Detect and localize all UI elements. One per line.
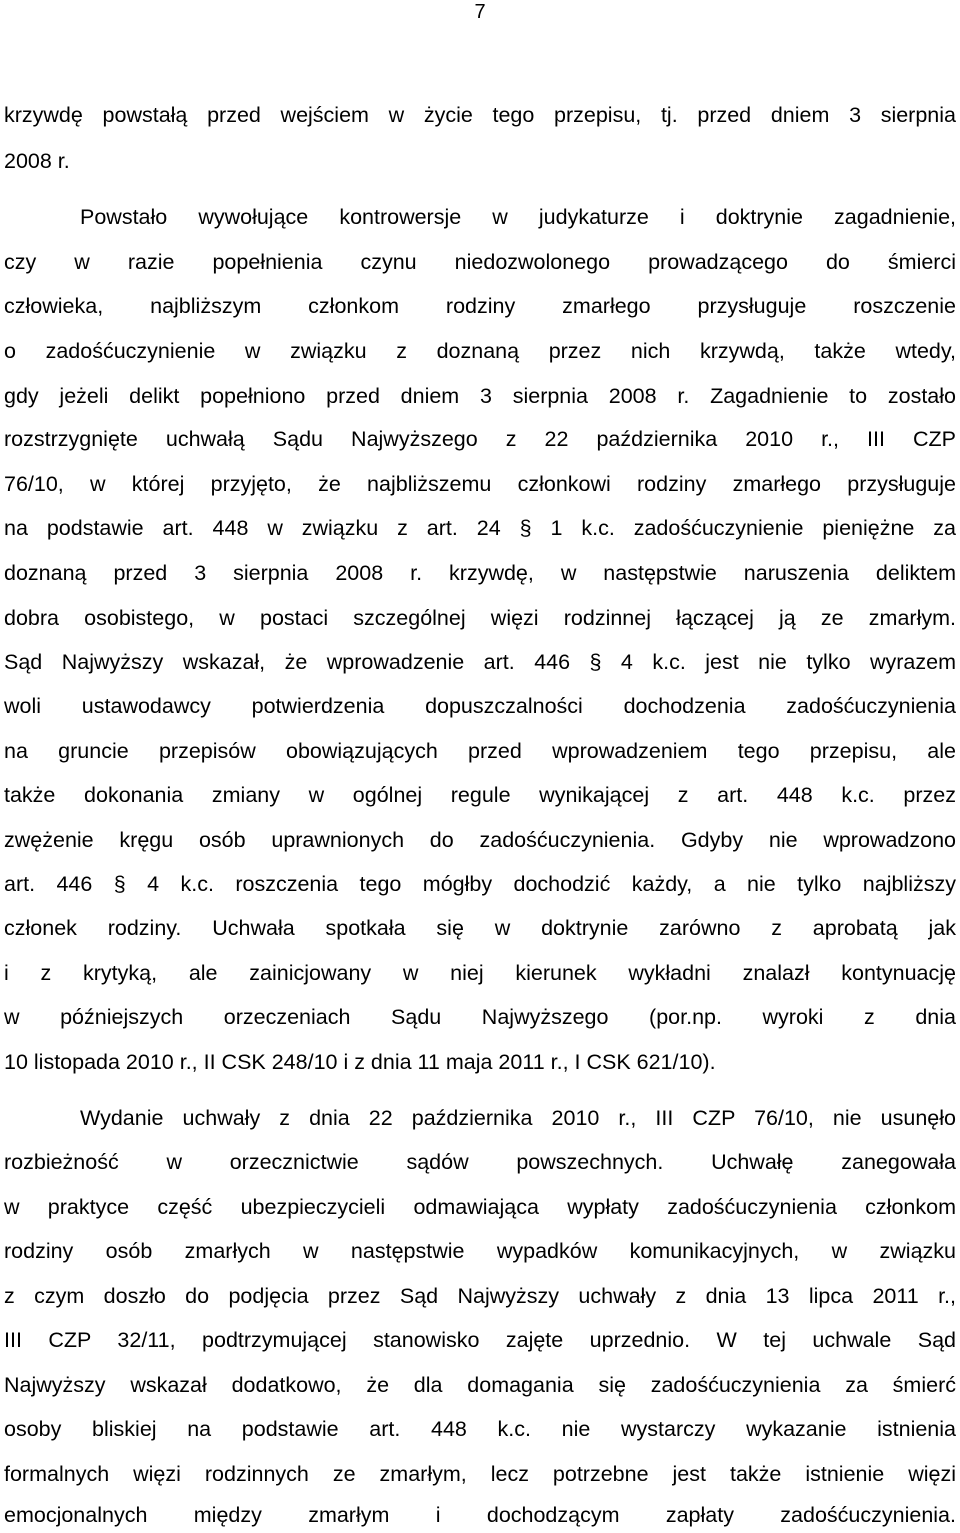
text-line: o zadośćuczynienie w związku z doznaną przez nich krzywdą, także wtedy, <box>4 339 956 363</box>
text-line: w późniejszych orzeczeniach Sądu Najwyższego (por.np. wyroki z dnia <box>4 1005 956 1029</box>
text-line: człowieka, najbliższym członkom rodziny zmarłego przysługuje roszczenie <box>4 294 956 318</box>
text-line: z czym doszło do podjęcia przez Sąd Najwyższy uchwały z dnia 13 lipca 2011 r., <box>4 1284 956 1308</box>
text-line: emocjonalnych między zmarłym i dochodzącym zapłaty zadośćuczynienia. <box>4 1503 956 1527</box>
text-line: Najwyższy wskazał dodatkowo, że dla domagania się zadośćuczynienia za śmierć <box>4 1373 956 1397</box>
text-line: dobra osobistego, w postaci szczególnej więzi rodzinnej łączącej ją ze zmarłym. <box>4 606 956 630</box>
text-line: woli ustawodawcy potwierdzenia dopuszczalności dochodzenia zadośćuczynienia <box>4 694 956 718</box>
text-line: zwężenie kręgu osób uprawnionych do zadośćuczynienia. Gdyby nie wprowadzono <box>4 828 956 852</box>
text-line: rodziny osób zmarłych w następstwie wypadków komunikacyjnych, w związku <box>4 1239 956 1263</box>
text-line: w praktyce część ubezpieczycieli odmawiająca wypłaty zadośćuczynienia członkom <box>4 1195 956 1219</box>
text-line: osoby bliskiej na podstawie art. 448 k.c. nie wystarczy wykazanie istnienia <box>4 1417 956 1441</box>
text-line: na gruncie przepisów obowiązujących przed wprowadzeniem tego przepisu, ale <box>4 739 956 763</box>
text-line: rozbieżność w orzecznictwie sądów powszechnych. Uchwałę zanegowała <box>4 1150 956 1174</box>
text-line: Powstało wywołujące kontrowersje w judykaturze i doktrynie zagadnienie, <box>80 205 956 229</box>
text-line: Wydanie uchwały z dnia 22 października 2010 r., III CZP 76/10, nie usunęło <box>80 1106 956 1130</box>
text-line: gdy jeżeli delikt popełniono przed dniem 3 sierpnia 2008 r. Zagadnienie to zostało <box>4 384 956 408</box>
text-line: krzywdę powstałą przed wejściem w życie tego przepisu, tj. przed dniem 3 sierpnia <box>4 103 956 127</box>
text-line: art. 446 § 4 k.c. roszczenia tego mógłby dochodzić każdy, a nie tylko najbliższy <box>4 872 956 896</box>
text-line: na podstawie art. 448 w związku z art. 24 § 1 k.c. zadośćuczynienie pieniężne za <box>4 516 956 540</box>
text-line: i z krytyką, ale zainicjowany w niej kierunek wykładni znalazł kontynuację <box>4 961 956 985</box>
text-line: 10 listopada 2010 r., II CSK 248/10 i z dnia 11 maja 2011 r., I CSK 621/10). <box>4 1050 716 1074</box>
text-line: formalnych więzi rodzinnych ze zmarłym, lecz potrzebne jest także istnienie więzi <box>4 1462 956 1486</box>
text-line: także dokonania zmiany w ogólnej regule wynikającej z art. 448 k.c. przez <box>4 783 956 807</box>
page-number: 7 <box>474 1 486 23</box>
text-line: Sąd Najwyższy wskazał, że wprowadzenie art. 446 § 4 k.c. jest nie tylko wyrazem <box>4 650 956 674</box>
text-line: III CZP 32/11, podtrzymującej stanowisko zajęte uprzednio. W tej uchwale Sąd <box>4 1328 956 1352</box>
text-line: 2008 r. <box>4 149 70 173</box>
text-line: członek rodziny. Uchwała spotkała się w doktrynie zarówno z aprobatą jak <box>4 916 956 940</box>
text-line: czy w razie popełnienia czynu niedozwolonego prowadzącego do śmierci <box>4 250 956 274</box>
text-line: doznaną przed 3 sierpnia 2008 r. krzywdę, w następstwie naruszenia deliktem <box>4 561 956 585</box>
text-line: rozstrzygnięte uchwałą Sądu Najwyższego z 22 października 2010 r., III CZP <box>4 427 956 451</box>
text-line: 76/10, w której przyjęto, że najbliższemu członkowi rodziny zmarłego przysługuje <box>4 472 956 496</box>
